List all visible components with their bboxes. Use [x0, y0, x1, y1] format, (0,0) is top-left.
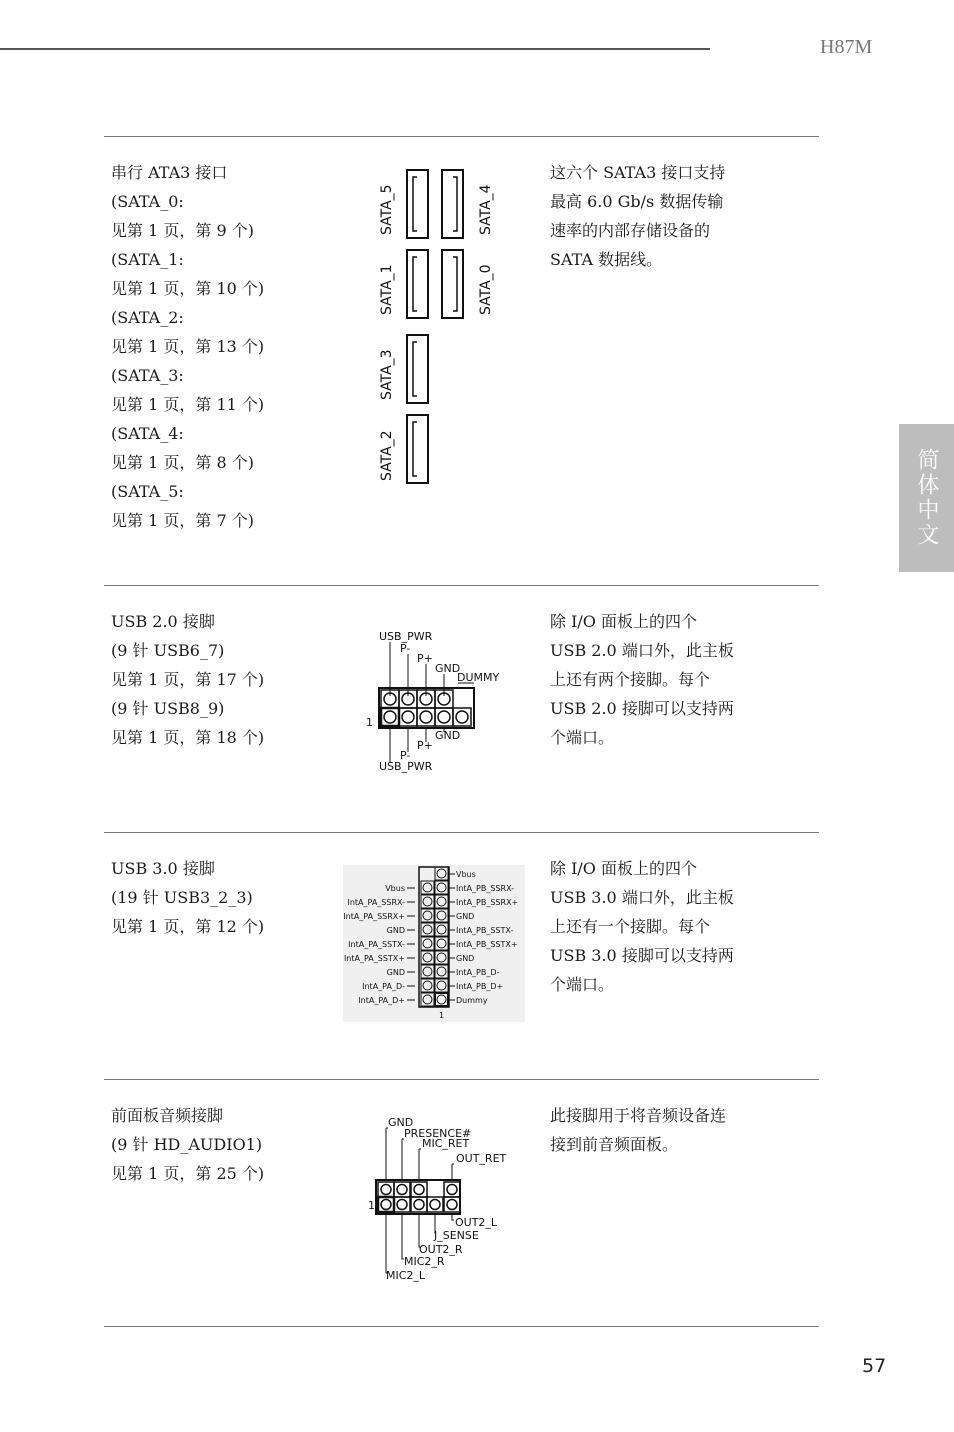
text-line: (SATA_0: [111, 192, 184, 211]
pin-one-label: 1 [366, 716, 373, 729]
pin-label: OUT2_L [455, 1216, 498, 1229]
sata-connector-diagram [370, 165, 500, 485]
pin-label: PRESENCE# [404, 1127, 472, 1140]
text-line: 见第 1 页，第 10 个) [111, 279, 265, 298]
text-line: SATA 数据线。 [550, 250, 663, 269]
text-line: 见第 1 页，第 13 个) [111, 337, 265, 356]
pin-label: OUT_RET [456, 1152, 507, 1165]
text-line: (SATA_5: [111, 482, 184, 501]
text-line: 见第 1 页，第 7 个) [111, 511, 254, 530]
pin-label: MIC2_R [404, 1255, 445, 1268]
sata-text [111, 158, 311, 535]
text-line: 见第 1 页，第 11 个) [111, 395, 265, 414]
pin-label: J_SENSE [434, 1229, 479, 1242]
text-line: 个端口。 [550, 975, 615, 994]
text-line: (SATA_2: [111, 308, 184, 327]
language-label: 简体中文 [914, 448, 939, 548]
text-line: USB 3.0 端口外，此主板 [550, 888, 734, 907]
audio-text [111, 1101, 311, 1188]
pin-label: IntA_PA_SSTX- [348, 940, 405, 949]
section-title: USB 3.0 接脚 [111, 859, 215, 878]
sata-5-label: SATA_5 [379, 184, 395, 235]
text-line: 最高 6.0 Gb/s 数据传输 [550, 192, 724, 211]
pin-label: GND [435, 662, 461, 675]
text-line: 除 I/O 面板上的四个 [550, 859, 698, 878]
usb2-header-diagram [362, 628, 512, 776]
pin-label: GND [456, 954, 475, 963]
text-line: 见第 1 页，第 8 个) [111, 453, 254, 472]
usb3-description [550, 854, 780, 999]
pin-label: USB_PWR [379, 760, 433, 773]
pin-label: IntA_PA_SSRX+ [343, 912, 405, 921]
text-line: 这六个 SATA3 接口支持 [550, 163, 726, 182]
text-line: 速率的内部存储设备的 [550, 221, 711, 240]
text-line: USB 2.0 接脚可以支持两 [550, 699, 734, 718]
pin-label: GND [386, 926, 405, 935]
pin-label: DUMMY [457, 671, 500, 684]
section-divider [104, 832, 819, 833]
pin-label: IntA_PB_D- [456, 968, 500, 977]
usb3-text [111, 854, 311, 941]
section-title: USB 2.0 接脚 [111, 612, 215, 631]
page-number: 57 [862, 1355, 887, 1377]
sata-3-label: SATA_3 [379, 349, 395, 400]
section-divider [104, 585, 819, 586]
section-divider [104, 136, 819, 137]
text-line: (SATA_3: [111, 366, 184, 385]
sata-description [550, 158, 780, 274]
text-line: USB 2.0 端口外，此主板 [550, 641, 734, 660]
pin-label: USB_PWR [379, 630, 433, 643]
model-name: H87M [820, 36, 873, 58]
pin-label: GND [456, 912, 475, 921]
pin-label: Vbus [456, 870, 476, 879]
text-line: 除 I/O 面板上的四个 [550, 612, 698, 631]
pin-label: IntA_PA_D- [362, 982, 405, 991]
text-line: 接到前音频面板。 [550, 1135, 679, 1154]
sata-1-label: SATA_1 [379, 264, 395, 315]
pin-label: GND [386, 968, 405, 977]
text-line: USB 3.0 接脚可以支持两 [550, 946, 734, 965]
usb2-text [111, 607, 311, 752]
pin-one-label: 1 [368, 1199, 375, 1212]
pin-label: IntA_PB_SSRX- [456, 884, 515, 893]
pin-label: IntA_PA_SSTX+ [343, 954, 405, 963]
text-line: 个端口。 [550, 728, 615, 747]
pin-label: IntA_PB_D+ [456, 982, 504, 991]
text-line: 见第 1 页，第 9 个) [111, 221, 254, 240]
pin-label: IntA_PB_SSRX+ [456, 898, 519, 907]
pin-label: P+ [417, 652, 433, 665]
pin-label: IntA_PB_SSTX+ [456, 940, 518, 949]
pin-label: Vbus [385, 884, 405, 893]
text-line: 上还有两个接脚。每个 [550, 670, 711, 689]
text-line: (SATA_1: [111, 250, 184, 269]
pin-label: IntA_PB_SSTX- [456, 926, 514, 935]
pin-label: IntA_PA_D+ [358, 996, 405, 1005]
text-line: (9 针 USB6_7) [111, 641, 225, 660]
text-line: 见第 1 页，第 25 个) [111, 1164, 265, 1183]
text-line: (19 针 USB3_2_3) [111, 888, 253, 907]
pin-label: OUT2_R [419, 1243, 463, 1256]
section-divider [104, 1326, 819, 1327]
text-line: 见第 1 页，第 17 个) [111, 670, 265, 689]
section-title: 串行 ATA3 接口 [111, 163, 228, 182]
usb3-header-diagram [343, 865, 525, 1022]
text-line: 见第 1 页，第 18 个) [111, 728, 265, 747]
text-line: 此接脚用于将音频设备连 [550, 1106, 727, 1125]
pin-label: GND [388, 1116, 414, 1129]
sata-0-label: SATA_0 [478, 264, 494, 315]
pin-label: Dummy [456, 996, 488, 1005]
usb2-description [550, 607, 780, 752]
language-side-tab[interactable] [899, 424, 954, 572]
text-line: 上还有一个接脚。每个 [550, 917, 711, 936]
header-rule [0, 48, 710, 50]
text-line: 见第 1 页，第 12 个) [111, 917, 265, 936]
text-line: (9 针 HD_AUDIO1) [111, 1135, 263, 1154]
pin-label: MIC_RET [422, 1137, 470, 1150]
section-divider [104, 1079, 819, 1080]
pin-label: P- [400, 749, 411, 762]
sata-4-label: SATA_4 [478, 184, 494, 235]
pin-label: GND [435, 729, 461, 742]
audio-description [550, 1101, 780, 1159]
pin-label: P+ [417, 739, 433, 752]
text-line: (9 针 USB8_9) [111, 699, 225, 718]
pin-one-label: 1 [439, 1011, 445, 1020]
section-title: 前面板音频接脚 [111, 1106, 224, 1125]
pin-label: P- [400, 642, 411, 655]
sata-2-label: SATA_2 [379, 430, 395, 481]
hd-audio-header-diagram [364, 1112, 514, 1286]
pin-label: IntA_PA_SSRX- [347, 898, 405, 907]
text-line: (SATA_4: [111, 424, 184, 443]
pin-label: MIC2_L [386, 1269, 426, 1282]
